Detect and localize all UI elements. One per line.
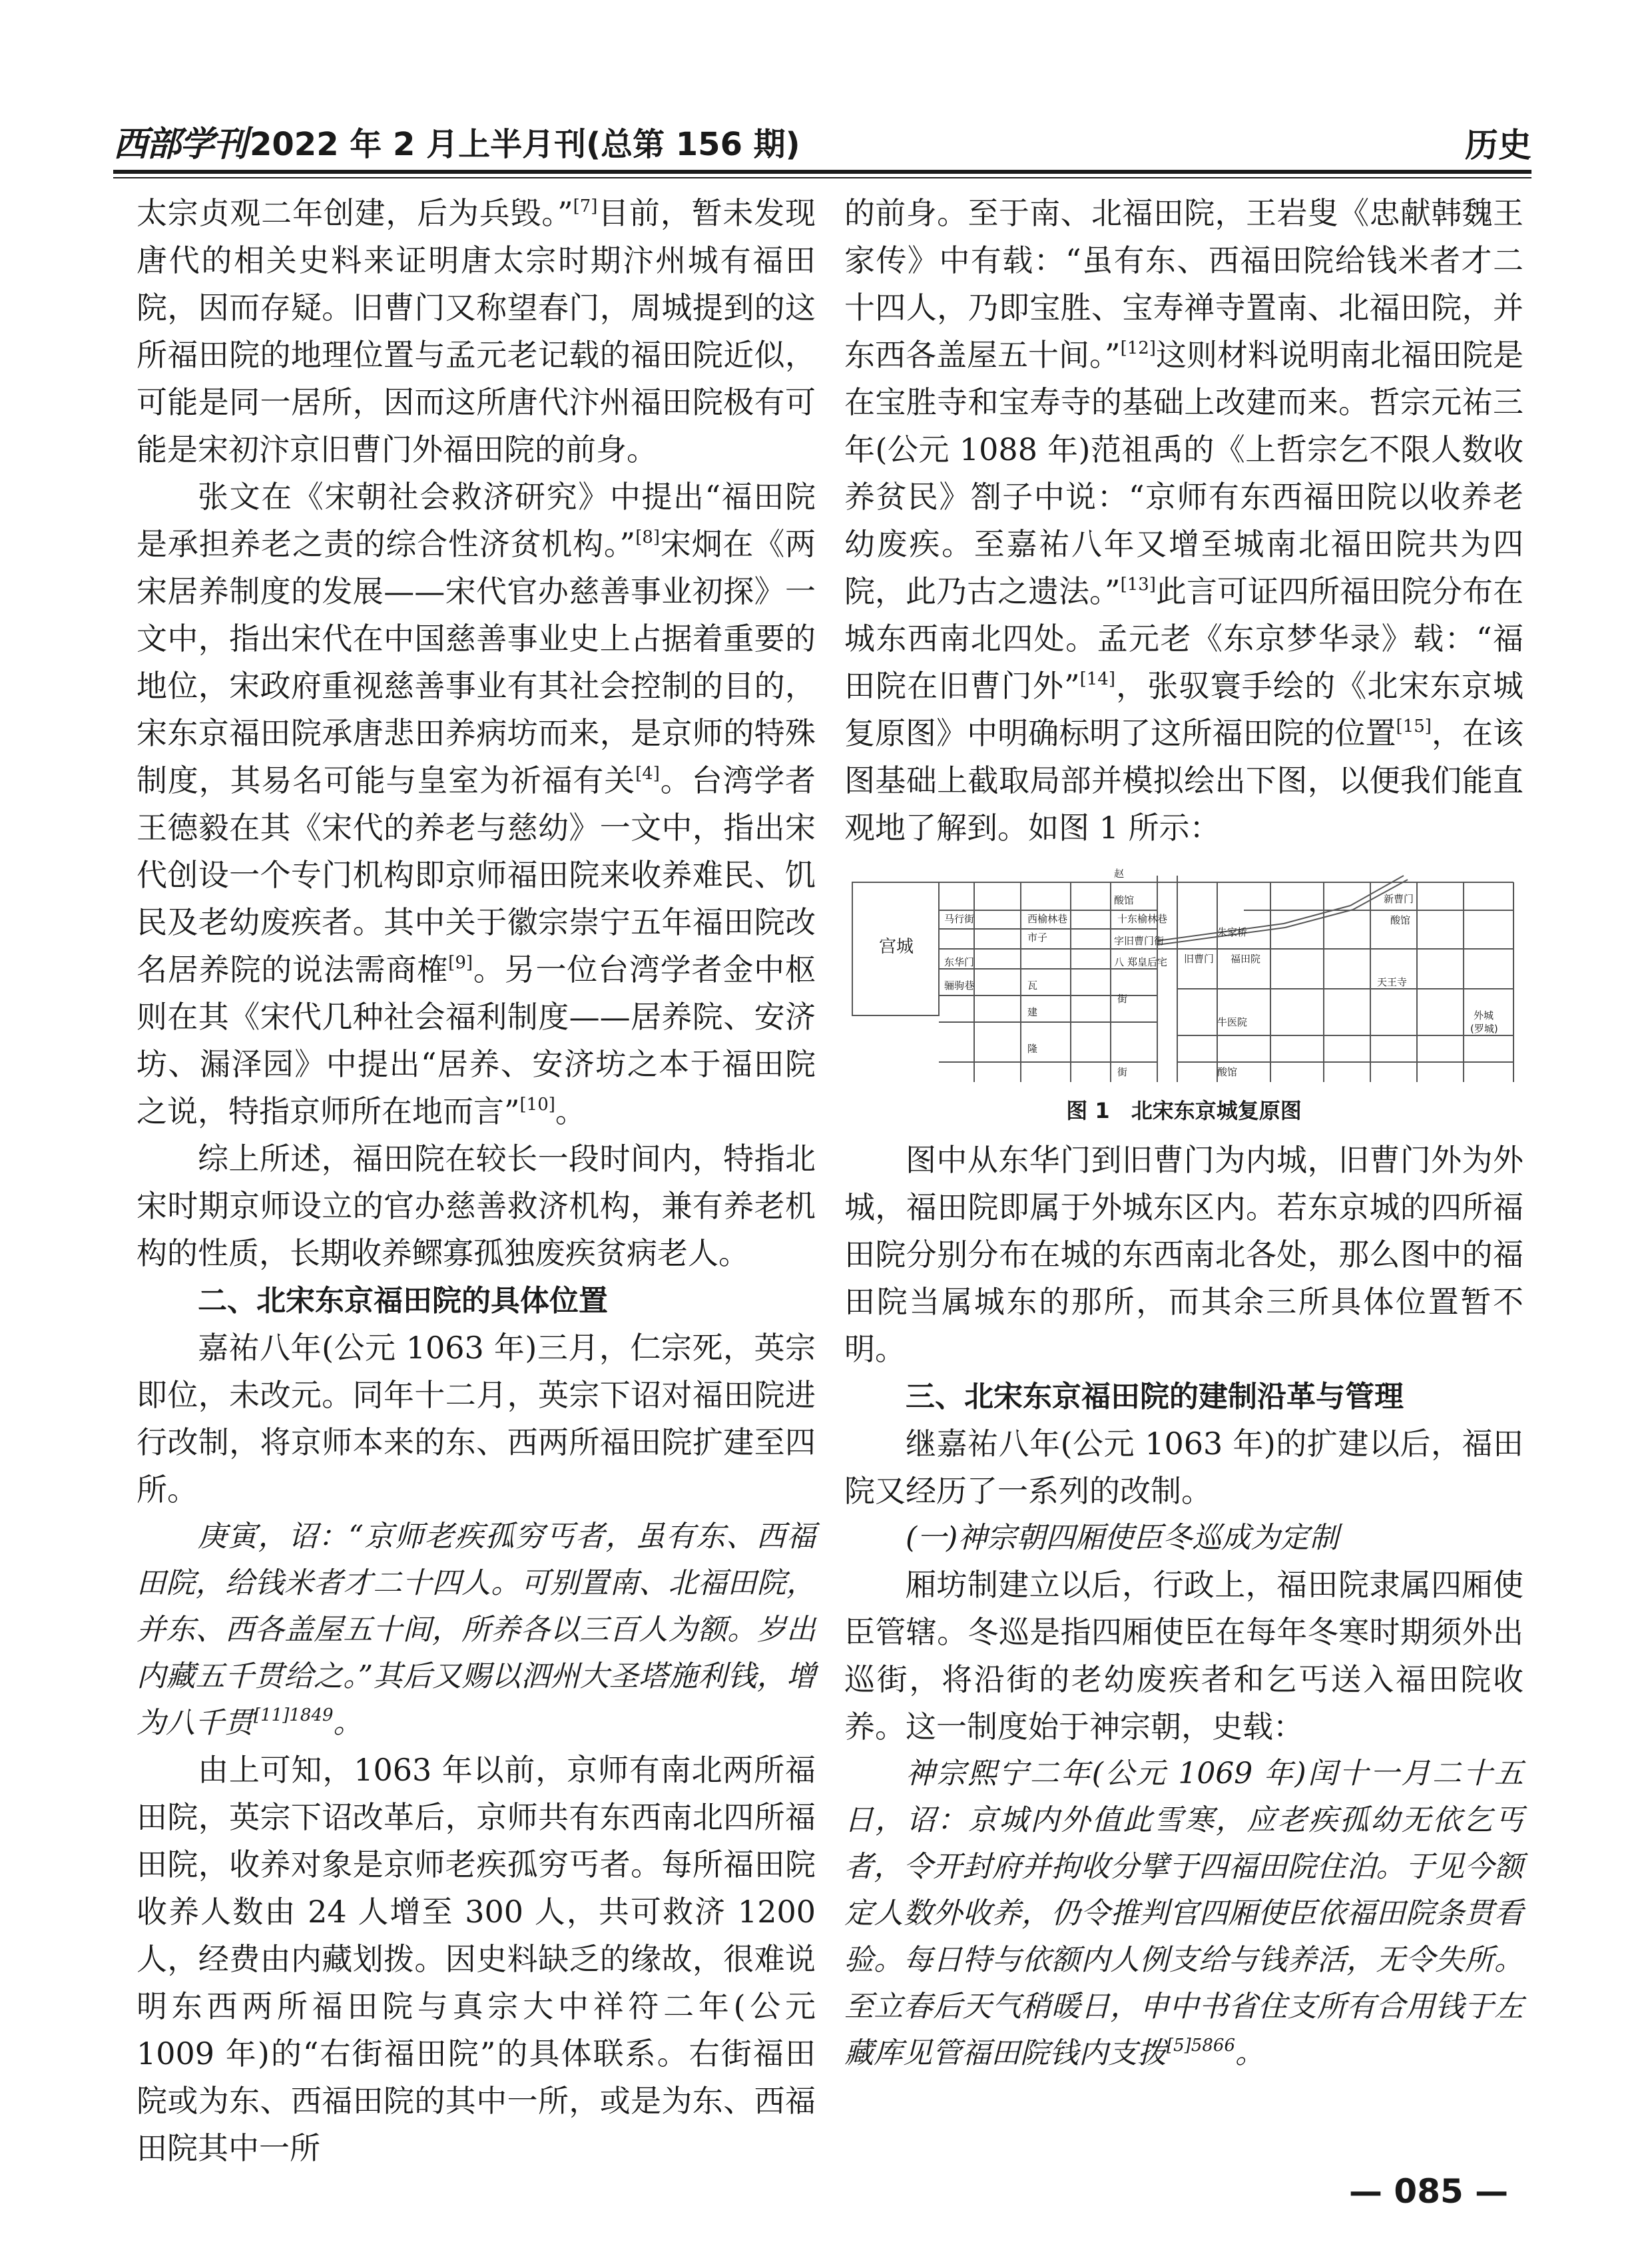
map-label-palace: 宫城	[878, 937, 914, 957]
paragraph: 张文在《宋朝社会救济研究》中提出“福田院是承担养老之责的综合性济贫机构。”[8]宋炯在《两宋居养制度的发展——宋代官办慈善事业初探》一文中，指出宋代在中国慈善事业史上占据着重要的地位，宋政府重视慈善事业有其社会控制的目的，宋东京福田院承唐悲田养病坊而来，是京师的特殊制度，其易名可能与皇室为祈福有关[4]。台湾学者王德毅在其《宋代的养老与慈幼》一文中，指出宋代创设一个专门机构即京师福田院来收养难民、饥民及老幼废疾者。其中关于徽宗崇宁五年福田院改名居养院的说法需商榷[9]。另一位台湾学者金中枢则在其《宋代几种社会福利制度——居养院、安济坊、漏泽园》中提出“居养、安济坊之本于福田院之说，特指京师所在地而言”[10]。	[137, 479, 816, 1129]
map-label: 东华门	[944, 956, 975, 968]
citation: [11]1849	[254, 1705, 334, 1725]
block-quote: 庚寅，诏：“京师老疾孤穷丐者，虽有东、西福田院，给钱米者才二十四人。可别置南、北福田院，并东、西各盖屋五十间，所养各以三百人为额。岁出内藏五千贯给之。”其后又赐以泗州大圣塔施利钱，增为八千贯$^{[11]1849}$。	[137, 1520, 816, 1740]
map-label: 建	[1027, 1006, 1038, 1018]
section-heading: 二、北宋东京福田院的具体位置	[198, 1284, 608, 1318]
citation: [4]	[635, 764, 660, 784]
paragraph: 厢坊制建立以后，行政上，福田院隶属四厢使臣管辖。冬巡是指四厢使臣在每年冬寒时期须外出巡街，将沿街的老幼废疾者和乞丐送入福田院收养。这一制度始于神宗朝，史载：	[844, 1567, 1523, 1745]
citation: [13]	[1120, 575, 1156, 595]
map-label: 街	[1117, 1066, 1128, 1078]
city-map-figure	[844, 862, 1523, 1089]
section-heading: 三、北宋东京福田院的建制沿革与管理	[906, 1380, 1404, 1414]
paragraph: 由上可知，1063 年以前，京师有南北两所福田院，英宗下诏改革后，京师共有东西南北四所福田院，收养对象是京师老疾孤穷丐者。每所福田院收养人数由 24 人增至 300 人，共可救济 1200 人，经费由内藏划拨。因史料缺乏的缘故，很难说明东西两所福田院与真宗大中祥符二年(公元 1009 年)的“右街福田院”的具体联系。右街福田院或为东、西福田院的其中一所，或是为东、西福田院其中一所	[137, 1752, 816, 2166]
paragraph: 图中从东华门到旧曹门为内城，旧曹门外为外城，福田院即属于外城东区内。若东京城的四所福田院分别分布在城的东西南北各处，那么图中的福田院当属城东的那所，而其余三所具体位置暂不明。	[844, 1142, 1523, 1367]
map-label: 酸馆	[1114, 894, 1135, 906]
map-label: 朱家桥	[1217, 926, 1248, 938]
map-label: (罗城)	[1470, 1023, 1498, 1035]
right-column	[844, 190, 1523, 2077]
map-label: 市子	[1027, 932, 1048, 944]
map-label: 西榆林巷	[1027, 913, 1068, 925]
map-label: 牛医院	[1217, 1016, 1248, 1028]
map-label: 十	[1117, 913, 1128, 925]
page-header	[113, 113, 1531, 166]
paragraph: 继嘉祐八年(公元 1063 年)的扩建以后，福田院又经历了一系列的改制。	[844, 1426, 1523, 1509]
citation: [10]	[519, 1095, 555, 1115]
figure-caption: 图 1 北宋东京城复原图	[1066, 1098, 1302, 1123]
section-title: 历史	[1465, 126, 1531, 164]
citation: [7]	[573, 196, 598, 216]
left-column	[137, 190, 816, 2172]
map-label: 瓦	[1027, 980, 1038, 991]
map-label: 隆	[1027, 1043, 1038, 1055]
paragraph: 太宗贞观二年创建，后为兵毁。”[7]目前，暂未发现唐代的相关史料来证明唐太宗时期汴州城有福田院，因而存疑。旧曹门又称望春门，周城提到的这所福田院的地理位置与孟元老记载的福田院近似，可能是同一居所，因而这所唐代汴州福田院极有可能是宋初汴京旧曹门外福田院的前身。	[137, 195, 816, 467]
map-label: 赵	[1114, 868, 1125, 880]
map-label: 天王寺	[1377, 976, 1408, 988]
citation: [5]5866	[1167, 2036, 1235, 2056]
map-label: 旧曹门	[1184, 953, 1215, 965]
map-label: 新曹门	[1384, 893, 1414, 905]
header-rule-thin	[113, 177, 1531, 178]
citation: [9]	[448, 953, 473, 973]
map-label: 马行街	[944, 913, 975, 925]
map-label: 旧曹门街	[1124, 935, 1165, 947]
map-label: 酸馆	[1390, 914, 1411, 926]
map-label: 外城	[1474, 1009, 1494, 1021]
page-number: — 085 —	[1349, 2172, 1509, 2211]
citation: [15]	[1396, 716, 1432, 736]
citation: [14]	[1079, 669, 1115, 689]
subsection-heading: (一)神宗朝四厢使臣冬巡成为定制	[906, 1521, 1339, 1555]
map-label: 字	[1114, 935, 1125, 947]
map-label: 骊驹巷	[944, 980, 975, 991]
paragraph: 嘉祐八年(公元 1063 年)三月，仁宗死，英宗即位，未改元。同年十二月，英宗下诏对福田院进行改制，将京师本来的东、西两所福田院扩建至四所。	[137, 1330, 816, 1508]
map-label: 福田院	[1231, 953, 1261, 965]
map-label: 郑皇后宅	[1127, 956, 1168, 968]
header-rule	[113, 170, 1531, 174]
journal-logo: 西部学刊	[113, 124, 247, 164]
map-label: 酸馆	[1217, 1066, 1238, 1078]
citation: [12]	[1120, 338, 1156, 358]
block-quote: 神宗熙宁二年(公元 1069 年)闰十一月二十五日，诏：京城内外值此雪寒，应老疾孤幼无依乞丐者，令开封府并拘收分擘于四福田院住泊。于见今额定人数外收养，仍令推判官四厢使臣依福田院条贯看验。每日特与依额内人例支给与钱养活，无令失所。至立春后天气稍暖日，申中书省住支所有合用钱于左藏库见管福田院钱内支拨$^{[5]5866}$。	[844, 1757, 1523, 2070]
paragraph: 的前身。至于南、北福田院，王岩叟《忠献韩魏王家传》中有载：“虽有东、西福田院给钱米者才二十四人，乃即宝胜、宝寿禅寺置南、北福田院，并东西各盖屋五十间。”[12]这则材料说明南北福田院是在宝胜寺和宝寿寺的基础上改建而来。哲宗元祐三年(公元 1088 年)范祖禹的《上哲宗乞不限人数收养贫民》劄子中说：“京师有东西福田院以收养老幼废疾。至嘉祐八年又增至城南北福田院共为四院，此乃古之遗法。”[13]此言可证四所福田院分布在城东西南北四处。孟元老《东京梦华录》载：“福田院在旧曹门外”[14]，张驭寰手绘的《北宋东京城复原图》中明确标明了这所福田院的位置[15]，在该图基础上截取局部并模拟绘出下图，以便我们能直观地了解到。如图 1 所示：	[844, 195, 1524, 846]
city-map	[844, 862, 1523, 1089]
map-label: 街	[1117, 993, 1128, 1005]
issue-info: 2022 年 2 月上半月刊(总第 156 期)	[250, 126, 800, 163]
map-label: 东榆林巷	[1127, 913, 1168, 925]
map-label: 八	[1114, 956, 1125, 968]
citation: [8]	[635, 527, 661, 547]
paragraph: 综上所述，福田院在较长一段时间内，特指北宋时期京师设立的官办慈善救济机构，兼有养老机构的性质，长期收养鳏寡孤独废疾贫病老人。	[137, 1141, 816, 1271]
